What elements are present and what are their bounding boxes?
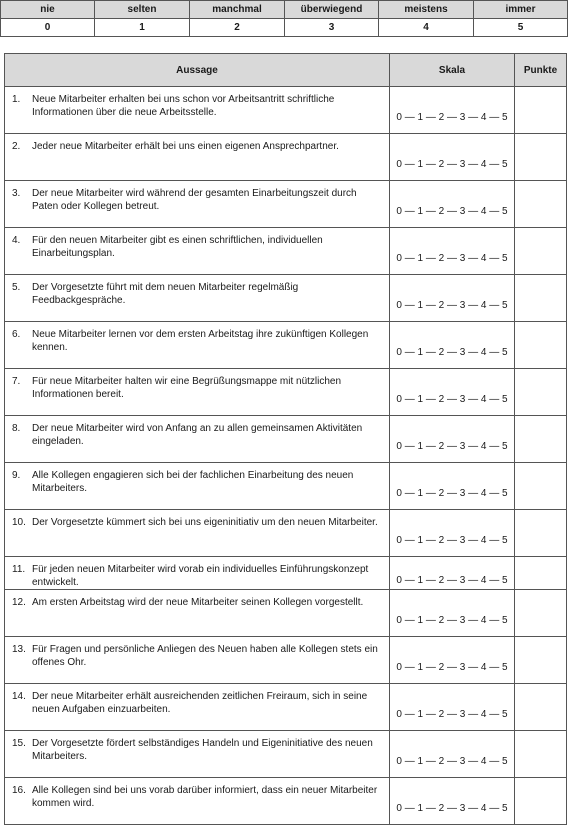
statement-number: 10. <box>12 517 26 528</box>
statement-cell <box>5 134 390 181</box>
legend-value: 3 <box>285 19 379 37</box>
statement-cell <box>5 731 390 778</box>
header-statement: Aussage <box>5 54 390 87</box>
points-field[interactable] <box>515 87 567 134</box>
points-field[interactable] <box>515 637 567 684</box>
statement-cell <box>5 87 390 134</box>
rating-scale[interactable]: 0 — 1 — 2 — 3 — 4 — 5 <box>390 87 515 134</box>
statement-cell <box>5 369 390 416</box>
statement-number: 14. <box>12 691 26 702</box>
points-field[interactable] <box>515 181 567 228</box>
questionnaire-table <box>4 53 567 825</box>
points-field[interactable] <box>515 416 567 463</box>
rating-scale[interactable]: 0 — 1 — 2 — 3 — 4 — 5 <box>390 590 515 637</box>
legend-label: manchmal <box>190 1 285 19</box>
statement-row <box>5 731 567 778</box>
statement-text: Für den neuen Mitarbeiter gibt es einen schriftlichen, individuellen Einarbeitungsplan. <box>32 235 323 259</box>
legend-label-row <box>1 1 568 19</box>
statement-text: Für Fragen und persönliche Anliegen des Neuen haben alle Kollegen stets ein offenes Ohr. <box>32 644 378 668</box>
statement-cell <box>5 510 390 557</box>
statement-cell <box>5 637 390 684</box>
rating-scale[interactable]: 0 — 1 — 2 — 3 — 4 — 5 <box>390 778 515 825</box>
statement-cell <box>5 557 390 590</box>
statement-row <box>5 684 567 731</box>
statement-text: Der Vorgesetzte führt mit dem neuen Mitarbeiter regelmäßig Feedbackgespräche. <box>32 282 299 306</box>
rating-scale[interactable]: 0 — 1 — 2 — 3 — 4 — 5 <box>390 228 515 275</box>
statement-number: 7. <box>12 376 21 387</box>
statement-number: 12. <box>12 597 26 608</box>
statement-row <box>5 778 567 825</box>
rating-scale[interactable]: 0 — 1 — 2 — 3 — 4 — 5 <box>390 731 515 778</box>
rating-scale[interactable]: 0 — 1 — 2 — 3 — 4 — 5 <box>390 684 515 731</box>
statement-text: Der neue Mitarbeiter wird von Anfang an zu allen gemeinsamen Aktivitäten eingeladen. <box>32 423 363 447</box>
legend-label: meistens <box>379 1 474 19</box>
points-field[interactable] <box>515 557 567 590</box>
rating-scale[interactable]: 0 — 1 — 2 — 3 — 4 — 5 <box>390 134 515 181</box>
statement-row <box>5 637 567 684</box>
statement-number: 13. <box>12 644 26 655</box>
statement-number: 6. <box>12 329 21 340</box>
points-field[interactable] <box>515 463 567 510</box>
statement-row <box>5 87 567 134</box>
statement-text: Der neue Mitarbeiter erhält ausreichenden zeitlichen Freiraum, sich in seine neuen Aufgaben einzuarbeiten. <box>32 691 368 715</box>
statement-cell <box>5 590 390 637</box>
rating-scale[interactable]: 0 — 1 — 2 — 3 — 4 — 5 <box>390 416 515 463</box>
rating-scale[interactable]: 0 — 1 — 2 — 3 — 4 — 5 <box>390 322 515 369</box>
statement-text: Alle Kollegen engagieren sich bei der fachlichen Einarbeitung des neuen Mitarbeiters. <box>32 470 354 494</box>
header-points: Punkte <box>515 54 567 87</box>
legend-label: immer <box>474 1 568 19</box>
rating-scale[interactable]: 0 — 1 — 2 — 3 — 4 — 5 <box>390 637 515 684</box>
legend-label: selten <box>95 1 190 19</box>
statement-number: 11. <box>12 564 26 575</box>
legend-value-row <box>1 19 568 37</box>
statement-row <box>5 416 567 463</box>
statement-number: 5. <box>12 282 21 293</box>
statement-text: Alle Kollegen sind bei uns vorab darüber informiert, dass ein neuer Mitarbeiter kommen wird. <box>32 785 378 809</box>
statement-number: 4. <box>12 235 21 246</box>
legend-value: 2 <box>190 19 285 37</box>
points-field[interactable] <box>515 322 567 369</box>
rating-scale[interactable]: 0 — 1 — 2 — 3 — 4 — 5 <box>390 369 515 416</box>
header-row <box>5 54 567 87</box>
statement-row <box>5 134 567 181</box>
rating-scale[interactable]: 0 — 1 — 2 — 3 — 4 — 5 <box>390 275 515 322</box>
statement-row <box>5 181 567 228</box>
statement-row <box>5 590 567 637</box>
statement-text: Jeder neue Mitarbeiter erhält bei uns einen eigenen Ansprechpartner. <box>32 141 339 152</box>
rating-scale[interactable]: 0 — 1 — 2 — 3 — 4 — 5 <box>390 181 515 228</box>
points-field[interactable] <box>515 684 567 731</box>
statement-number: 15. <box>12 738 26 749</box>
statement-cell <box>5 181 390 228</box>
statement-text: Für neue Mitarbeiter halten wir eine Begrüßungsmappe mit nützlichen Informationen bereit. <box>32 376 342 400</box>
legend-label: nie <box>1 1 95 19</box>
points-field[interactable] <box>515 369 567 416</box>
statement-number: 16. <box>12 785 26 796</box>
statement-row <box>5 557 567 590</box>
statement-number: 1. <box>12 94 21 105</box>
statement-cell <box>5 228 390 275</box>
statement-cell <box>5 416 390 463</box>
legend-value: 0 <box>1 19 95 37</box>
statement-cell <box>5 463 390 510</box>
statement-text: Der Vorgesetzte fördert selbständiges Handeln und Eigeninitiative des neuen Mitarbeiters. <box>32 738 373 762</box>
points-field[interactable] <box>515 228 567 275</box>
statement-text: Der neue Mitarbeiter wird während der gesamten Einarbeitungszeit durch Paten oder Kollegen betreut. <box>32 188 357 212</box>
header-scale: Skala <box>390 54 515 87</box>
statement-row <box>5 369 567 416</box>
points-field[interactable] <box>515 778 567 825</box>
statement-text: Für jeden neuen Mitarbeiter wird vorab ein individuelles Einführungskonzept entwickelt. <box>32 564 369 588</box>
statement-number: 9. <box>12 470 21 481</box>
legend-value: 4 <box>379 19 474 37</box>
statement-row <box>5 463 567 510</box>
statement-text: Am ersten Arbeitstag wird der neue Mitarbeiter seinen Kollegen vorgestellt. <box>32 597 364 608</box>
rating-scale[interactable]: 0 — 1 — 2 — 3 — 4 — 5 <box>390 557 515 590</box>
points-field[interactable] <box>515 275 567 322</box>
statement-text: Neue Mitarbeiter lernen vor dem ersten Arbeitstag ihre zukünftigen Kollegen kennen. <box>32 329 369 353</box>
statement-cell <box>5 778 390 825</box>
legend-value: 5 <box>474 19 568 37</box>
rating-legend-table <box>0 0 568 37</box>
statement-number: 2. <box>12 141 21 152</box>
statement-row <box>5 228 567 275</box>
statement-text: Neue Mitarbeiter erhalten bei uns schon vor Arbeitsantritt schriftliche Informationen über die neue Arbeitsstelle. <box>32 94 335 118</box>
statement-cell <box>5 684 390 731</box>
legend-label: überwiegend <box>285 1 379 19</box>
points-field[interactable] <box>515 590 567 637</box>
points-field[interactable] <box>515 731 567 778</box>
statement-row <box>5 275 567 322</box>
statement-cell <box>5 322 390 369</box>
statement-row <box>5 510 567 557</box>
points-field[interactable] <box>515 134 567 181</box>
rating-scale[interactable]: 0 — 1 — 2 — 3 — 4 — 5 <box>390 510 515 557</box>
statement-cell <box>5 275 390 322</box>
legend-value: 1 <box>95 19 190 37</box>
statement-text: Der Vorgesetzte kümmert sich bei uns eigeninitiativ um den neuen Mitarbeiter. <box>32 517 378 528</box>
rating-scale[interactable]: 0 — 1 — 2 — 3 — 4 — 5 <box>390 463 515 510</box>
statement-number: 3. <box>12 188 21 199</box>
points-field[interactable] <box>515 510 567 557</box>
statement-row <box>5 322 567 369</box>
statement-number: 8. <box>12 423 21 434</box>
